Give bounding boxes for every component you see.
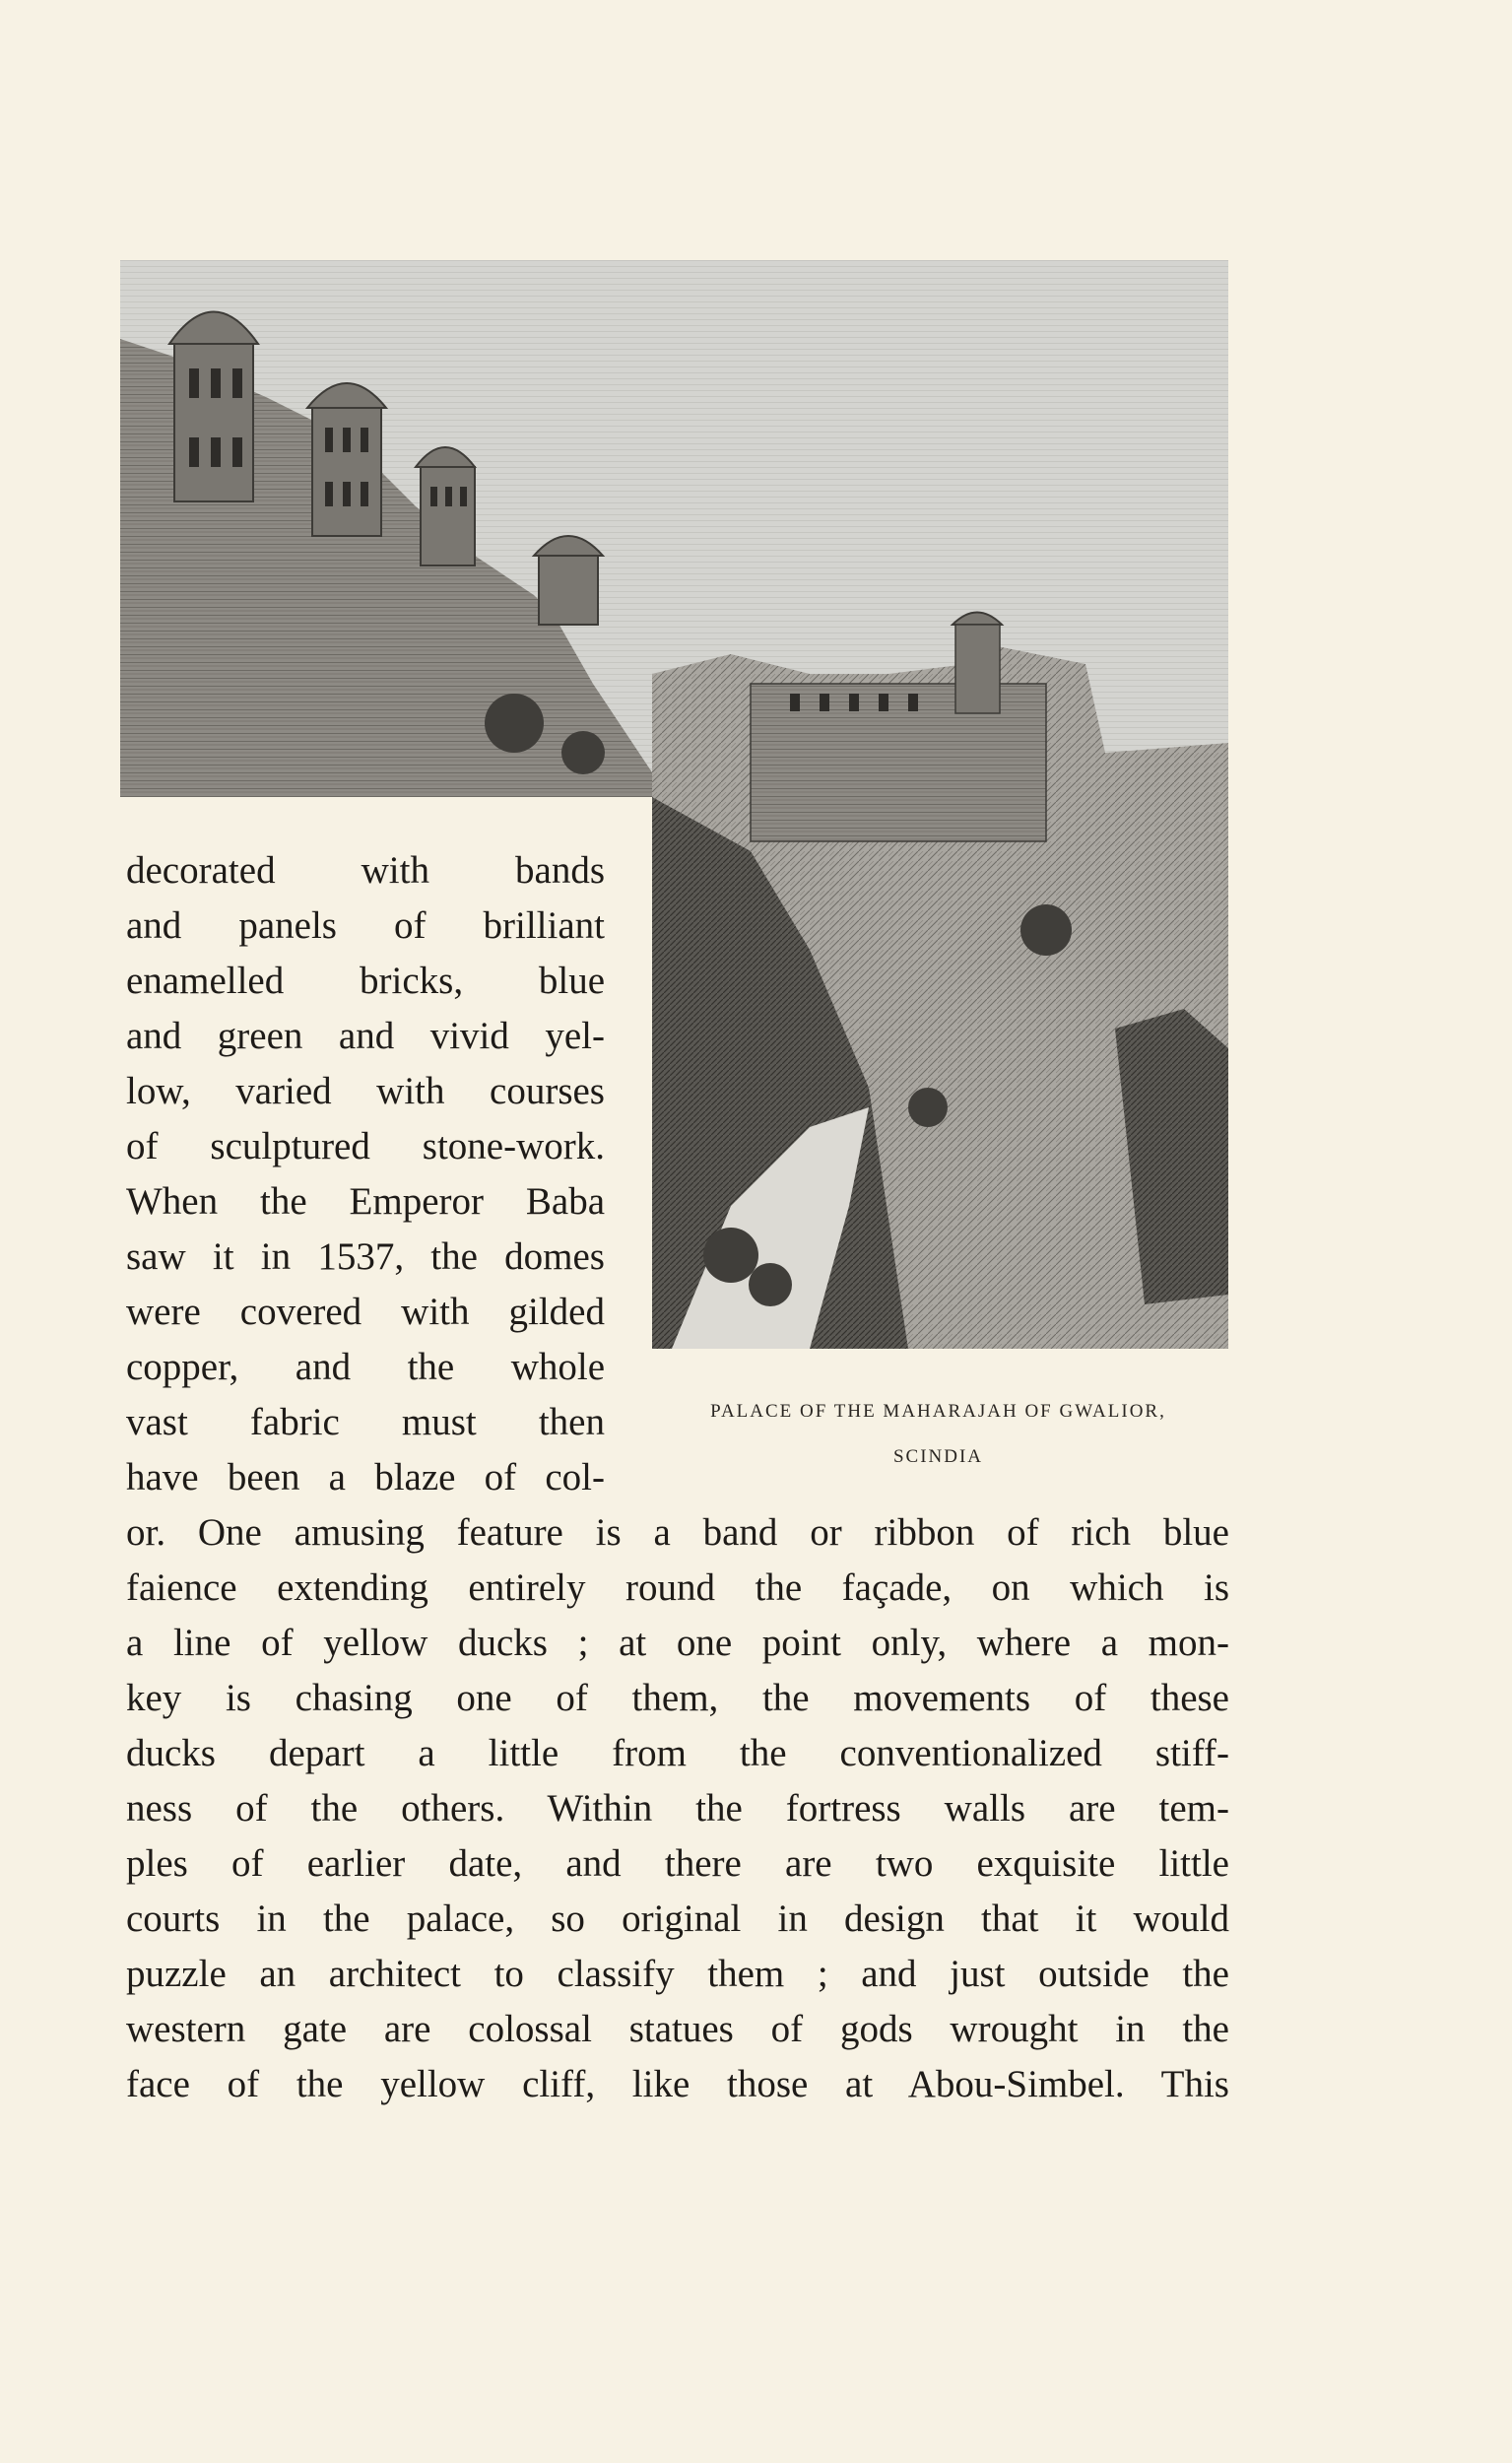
text-line: courts in the palace, so original in design that it would (126, 1897, 1229, 1940)
text-line: key is chasing one of them, the movements of these (126, 1677, 1229, 1719)
text-line: vast fabric must then (126, 1401, 605, 1443)
caption-line-1: PALACE OF THE MAHARAJAH OF GWALIOR, (710, 1401, 1166, 1422)
text-line: low, varied with courses (126, 1070, 605, 1112)
side-text-column (126, 843, 605, 1505)
text-line: puzzle an architect to classify them ; and just outside the (126, 1953, 1229, 1995)
text-line: and green and vivid yel- (126, 1015, 605, 1057)
text-line: or. One amusing feature is a band or ribbon of rich blue (126, 1511, 1229, 1554)
text-line: copper, and the whole (126, 1346, 605, 1388)
text-line: and panels of brilliant (126, 904, 605, 947)
text-line: ness of the others. Within the fortress walls are tem- (126, 1787, 1229, 1830)
text-line: of sculptured stone-work. (126, 1125, 605, 1167)
text-line: decorated with bands (126, 849, 605, 892)
text-line: ducks depart a little from the conventionalized stiff- (126, 1732, 1229, 1774)
text-line: have been a blaze of col- (126, 1456, 605, 1498)
text-line: When the Emperor Baba (126, 1180, 605, 1223)
text-line: enamelled bricks, blue (126, 960, 605, 1002)
main-text-block (126, 1505, 1229, 2112)
text-line: western gate are colossal statues of gods wrought in the (126, 2008, 1229, 2050)
text-line: a line of yellow ducks ; at one point only, where a mon- (126, 1622, 1229, 1664)
text-line: saw it in 1537, the domes (126, 1235, 605, 1278)
text-line: ples of earlier date, and there are two exquisite little (126, 1842, 1229, 1885)
text-line: were covered with gilded (126, 1291, 605, 1333)
text-line: face of the yellow cliff, like those at Abou-Simbel. This (126, 2063, 1229, 2105)
illustration-caption (640, 1389, 1236, 1480)
caption-line-2: SCINDIA (892, 1446, 984, 1467)
text-line: faience extending entirely round the façade, on which is (126, 1566, 1229, 1609)
